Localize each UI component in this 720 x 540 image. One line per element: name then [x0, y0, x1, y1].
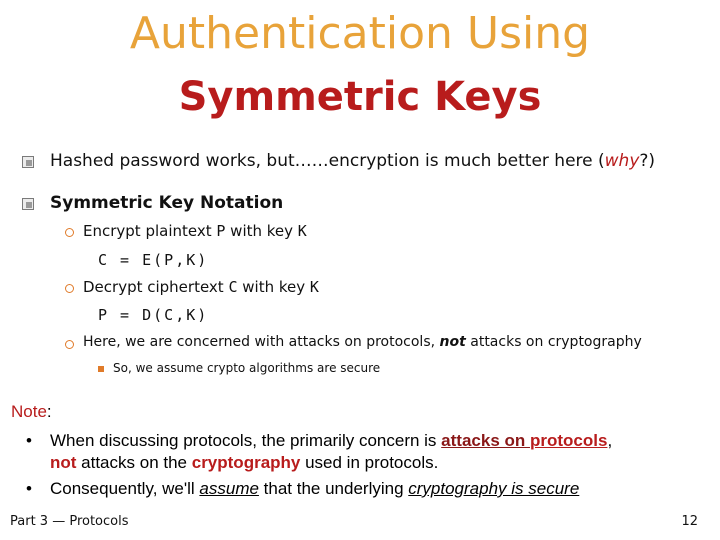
bullet-text-end: ?) — [639, 151, 656, 171]
circle-bullet-icon — [65, 340, 74, 349]
note-protocols: protocols — [529, 431, 608, 450]
sub-sub-bullet-assume: So, we assume crypto algorithms are secure — [113, 361, 381, 375]
note-text-mid: that the underlying — [258, 479, 409, 498]
sub-bullet-decrypt — [83, 278, 319, 296]
note-bullet-dot: • — [26, 431, 32, 450]
var-p: P — [216, 222, 226, 240]
bullet-symmetric-key-notation: Symmetric Key Notation — [50, 193, 284, 213]
sub-text: Here, we are concerned with attacks on protocols, — [83, 334, 440, 350]
square-small-bullet-icon — [98, 366, 104, 372]
equation-decrypt: P = D(C,K) — [98, 306, 209, 324]
note-crypto-secure: cryptography is secure — [408, 479, 580, 498]
note-bullet-dot: • — [26, 479, 32, 498]
var-c: C — [228, 278, 238, 296]
note-not: not — [50, 453, 77, 472]
title-line-2: Symmetric Keys — [178, 74, 542, 120]
var-k: K — [309, 278, 319, 296]
note-item-1-line-2 — [50, 453, 438, 473]
sub-bullet-encrypt — [83, 222, 307, 240]
bullet-hashed-password — [50, 151, 655, 171]
equation-encrypt: C = E(P,K) — [98, 251, 209, 269]
note-label: Note — [11, 402, 47, 421]
note-comma: , — [607, 431, 613, 450]
circle-bullet-icon — [65, 284, 74, 293]
page-number: 12 — [681, 514, 698, 529]
note-colon: : — [46, 402, 52, 421]
emphasis-why: why — [604, 151, 640, 171]
sub-text-mid: with key — [237, 278, 310, 296]
square-bullet-icon — [22, 156, 34, 168]
sub-text: Decrypt ciphertext — [83, 278, 229, 296]
circle-bullet-icon — [65, 228, 74, 237]
note-item-1-line-1 — [50, 431, 612, 451]
note-assume: assume — [199, 479, 259, 498]
sub-text-mid: with key — [225, 222, 298, 240]
sub-bullet-concern — [83, 334, 642, 350]
emphasis-not: not — [439, 334, 466, 350]
note-text: When discussing protocols, the primarily concern is — [50, 431, 442, 450]
bullet-text: Hashed password works, but……encryption is much better here ( — [50, 151, 605, 171]
footer-section-label: Part 3 — Protocols — [10, 514, 129, 529]
note-text: attacks on the — [76, 453, 192, 472]
title-line-1: Authentication Using — [129, 8, 591, 59]
square-bullet-icon — [22, 198, 34, 210]
note-attacks-on: attacks on — [441, 431, 530, 450]
sub-text-end: attacks on cryptography — [465, 334, 642, 350]
var-k: K — [297, 222, 307, 240]
note-heading — [11, 402, 52, 422]
note-text-end: used in protocols. — [300, 453, 439, 472]
note-text: Consequently, we'll — [50, 479, 200, 498]
note-item-2 — [50, 479, 579, 499]
sub-text: Encrypt plaintext — [83, 222, 217, 240]
note-cryptography: cryptography — [191, 453, 301, 472]
